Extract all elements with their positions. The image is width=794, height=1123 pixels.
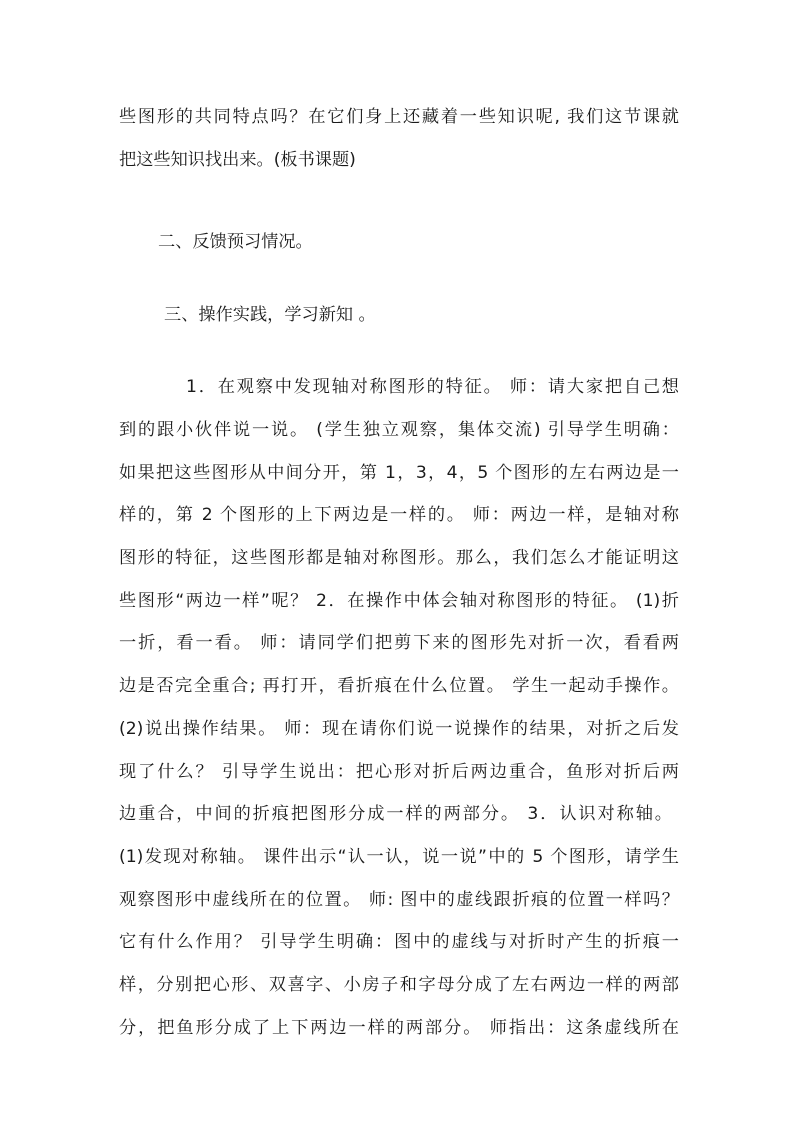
paragraph-line: 如果把这些图形从中间分开，第 1，3，4，5 个图形的左右两边是一 [119,463,679,483]
paragraph-line: (2)说出操作结果。 师：现在请你们说一说操作的结果，对折之后发 [119,719,679,739]
paragraph-line: 1．在观察中发现轴对称图形的特征。 师：请大家把自己想 [186,377,679,397]
paragraph-line: 一折，看一看。 师：请同学们把剪下来的图形先对折一次，看看两 [119,633,679,653]
paragraph-line: 边是否完全重合; 再打开，看折痕在什么位置。 学生一起动手操作。 [119,676,679,696]
paragraph-line: 把这些知识找出来。(板书课题) [119,150,356,170]
paragraph-line: 分，把鱼形分成了上下两边一样的两部分。 师指出：这条虚线所在 [119,1018,679,1038]
paragraph-line: 边重合，中间的折痕把图形分成一样的两部分。 3．认识对称轴。 [119,804,672,824]
paragraph-line: 观察图形中虚线所在的位置。 师: 图中的虚线跟折痕的位置一样吗？ [119,890,679,910]
paragraph-line: 样，分别把心形、双喜字、小房子和字母分成了左右两边一样的两部 [119,975,679,995]
section-heading: 二、反馈预习情况。 [158,232,313,252]
paragraph-line: 些图形“两边一样”呢？ 2．在操作中体会轴对称图形的特征。 (1)折 [119,591,679,611]
paragraph-line: 到的跟小伙伴说一说。 (学生独立观察，集体交流) 引导学生明确： [119,420,679,440]
paragraph-line: 它有什么作用？ 引导学生明确：图中的虚线与对折时产生的折痕一 [119,932,679,952]
paragraph-line: 样的，第 2 个图形的上下两边是一样的。 师：两边一样，是轴对称 [119,505,679,525]
section-heading: 三、操作实践，学习新知 。 [164,305,376,325]
paragraph-line: 些图形的共同特点吗？在它们身上还藏着一些知识呢, 我们这节课就 [119,107,679,127]
paragraph-line: 现了什么？ 引导学生说出：把心形对折后两边重合，鱼形对折后两 [119,762,679,782]
paragraph-line: 图形的特征，这些图形都是轴对称图形。那么，我们怎么才能证明这 [119,548,679,568]
paragraph-line: (1)发现对称轴。 课件出示“认一认，说一说”中的 5 个图形，请学生 [119,847,679,867]
